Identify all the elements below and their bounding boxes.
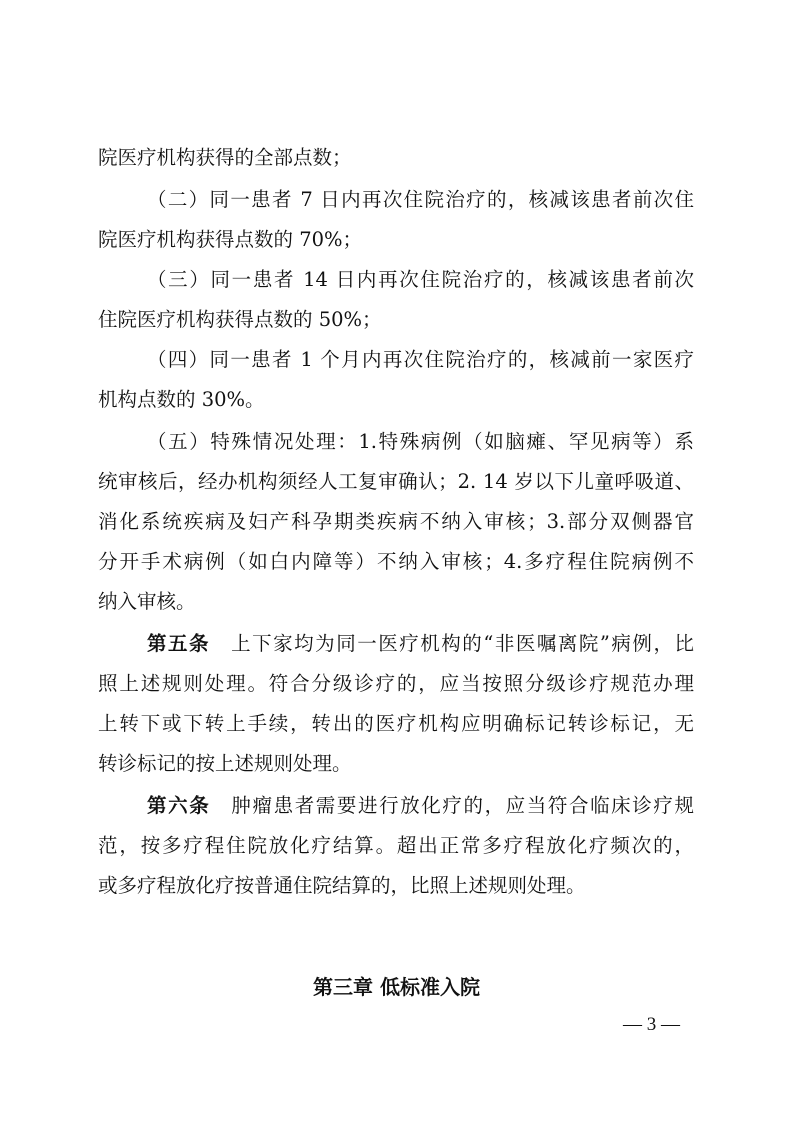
article-6-first-line: [147, 792, 694, 820]
article-5-text: 上下家均为同一医疗机构的“非医嘱离院”病例，比: [231, 632, 694, 655]
text-line: 统审核后，经办机构须经人工复审确认；2. 14 岁以下儿童呼吸道、: [98, 470, 694, 493]
article-5-label: 第五条: [147, 632, 211, 655]
chapter-title: 第三章 低标准入院: [313, 975, 480, 999]
text-line: （五）特殊情况处理：1.特殊病例（如脑瘫、罕见病等）系: [147, 430, 694, 453]
text-line: 上转下或下转上手续，转出的医疗机构应明确标记转诊标记，无: [98, 712, 694, 735]
text-line: （二）同一患者 7 日内再次住院治疗的，核减该患者前次住: [147, 188, 694, 211]
article-5-first-line: [147, 630, 694, 658]
text-line: 院医疗机构获得的全部点数；: [98, 146, 352, 169]
text-line: 消化系统疾病及妇产科孕期类疾病不纳入审核；3.部分双侧器官: [98, 510, 694, 533]
text-line: 范，按多疗程住院放化疗结算。超出正常多疗程放化疗频次的，: [98, 834, 694, 857]
article-6-text: 肿瘤患者需要进行放化疗的，应当符合临床诊疗规: [231, 794, 694, 817]
text-line: 院医疗机构获得点数的 70%；: [98, 228, 363, 251]
page-number: — 3 —: [623, 1014, 680, 1035]
text-line: 分开手术病例（如白内障等）不纳入审核；4.多疗程住院病例不: [98, 550, 694, 573]
article-6-label: 第六条: [147, 794, 211, 817]
text-line: 转诊标记的按上述规则处理。: [98, 752, 352, 775]
text-line: 纳入审核。: [98, 590, 196, 613]
text-line: 住院医疗机构获得点数的 50%；: [98, 308, 382, 331]
text-line: 照上述规则处理。符合分级诊疗的，应当按照分级诊疗规范办理: [98, 672, 694, 695]
text-line: （四）同一患者 1 个月内再次住院治疗的，核减前一家医疗: [147, 348, 694, 371]
text-line: 或多疗程放化疗按普通住院结算的，比照上述规则处理。: [98, 874, 586, 897]
text-line: 机构点数的 30%。: [98, 388, 265, 411]
text-line: （三）同一患者 14 日内再次住院治疗的，核减该患者前次: [147, 268, 694, 291]
